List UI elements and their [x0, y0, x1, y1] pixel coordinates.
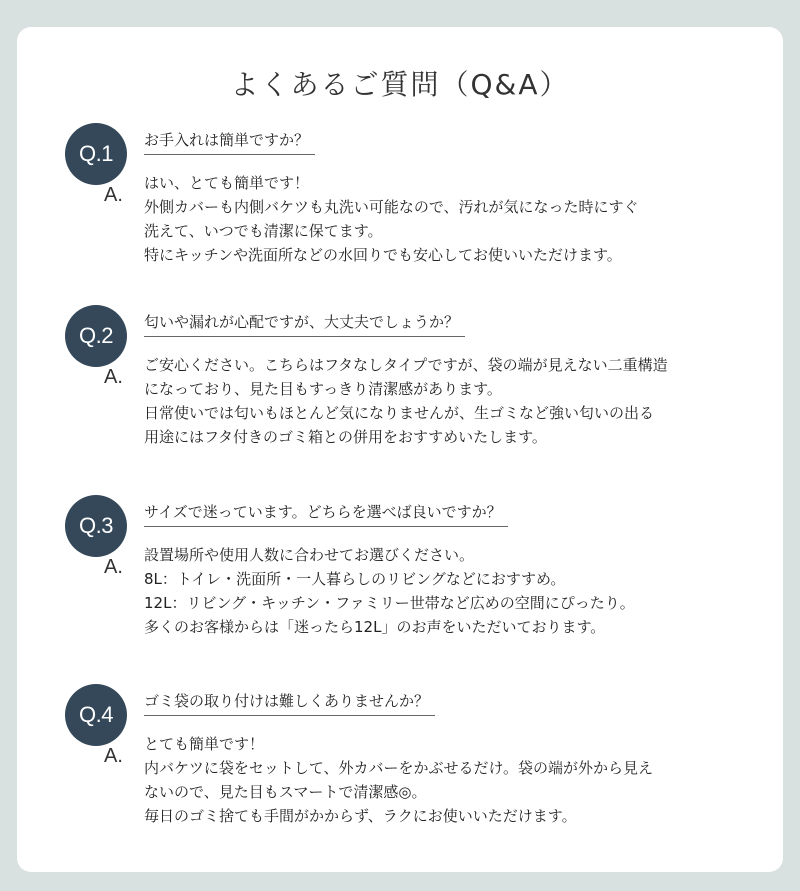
- question-text: サイズで迷っています。どちらを選べば良いですか？: [144, 501, 508, 527]
- faq-item-1: [17, 123, 783, 283]
- question-badge: Q.4: [65, 684, 127, 746]
- answer-line: 8L：トイレ・洗面所・一人暮らしのリビングなどにおすすめ。: [144, 570, 566, 588]
- answer-text: [144, 543, 635, 639]
- answer-line: 特にキッチンや洗面所などの水回りでも安心してお使いいただけます。: [144, 246, 622, 264]
- answer-mark: A.: [104, 556, 123, 578]
- answer-mark: A.: [104, 184, 123, 206]
- answer-line: 外側カバーも内側バケツも丸洗い可能なので、汚れが気になった時にすぐ: [144, 198, 639, 216]
- answer-line: はい、とても簡単です！: [144, 174, 310, 192]
- question-text: 匂いや漏れが心配ですが、大丈夫でしょうか？: [144, 311, 465, 337]
- answer-text: [144, 171, 639, 267]
- answer-line: とても簡単です！: [144, 735, 265, 753]
- faq-card: [17, 27, 783, 872]
- answer-text: [144, 353, 668, 449]
- answer-mark: A.: [104, 745, 123, 767]
- faq-item-3: [17, 495, 783, 655]
- answer-line: 設置場所や使用人数に合わせてお選びください。: [144, 546, 475, 564]
- question-text: ゴミ袋の取り付けは難しくありませんか？: [144, 690, 435, 716]
- answer-line: ご安心ください。こちらはフタなしタイプですが、袋の端が見えない二重構造: [144, 356, 668, 374]
- faq-item-4: [17, 684, 783, 844]
- question-badge: Q.2: [65, 305, 127, 367]
- faq-item-2: [17, 305, 783, 465]
- answer-line: 洗えて、いつでも清潔に保てます。: [144, 222, 383, 240]
- answer-line: になっており、見た目もすっきり清潔感があります。: [144, 380, 502, 398]
- question-badge: Q.3: [65, 495, 127, 557]
- answer-mark: A.: [104, 366, 123, 388]
- answer-line: ないので、見た目もスマートで清潔感◎。: [144, 783, 427, 801]
- answer-line: 内バケツに袋をセットして、外カバーをかぶせるだけ。袋の端が外から見え: [144, 759, 653, 777]
- page-title: よくあるご質問（Q&A）: [230, 68, 570, 101]
- answer-text: [144, 732, 653, 828]
- question-text: お手入れは簡単ですか？: [144, 129, 315, 155]
- answer-line: 日常使いでは匂いもほとんど気になりませんが、生ゴミなど強い匂いの出る: [144, 404, 655, 422]
- answer-line: 用途にはフタ付きのゴミ箱との併用をおすすめいたします。: [144, 428, 547, 446]
- question-badge: Q.1: [65, 123, 127, 185]
- answer-line: 12L：リビング・キッチン・ファミリー世帯など広めの空間にぴったり。: [144, 594, 635, 612]
- answer-line: 多くのお客様からは「迷ったら12L」のお声をいただいております。: [144, 618, 606, 636]
- answer-line: 毎日のゴミ捨ても手間がかからず、ラクにお使いいただけます。: [144, 807, 577, 825]
